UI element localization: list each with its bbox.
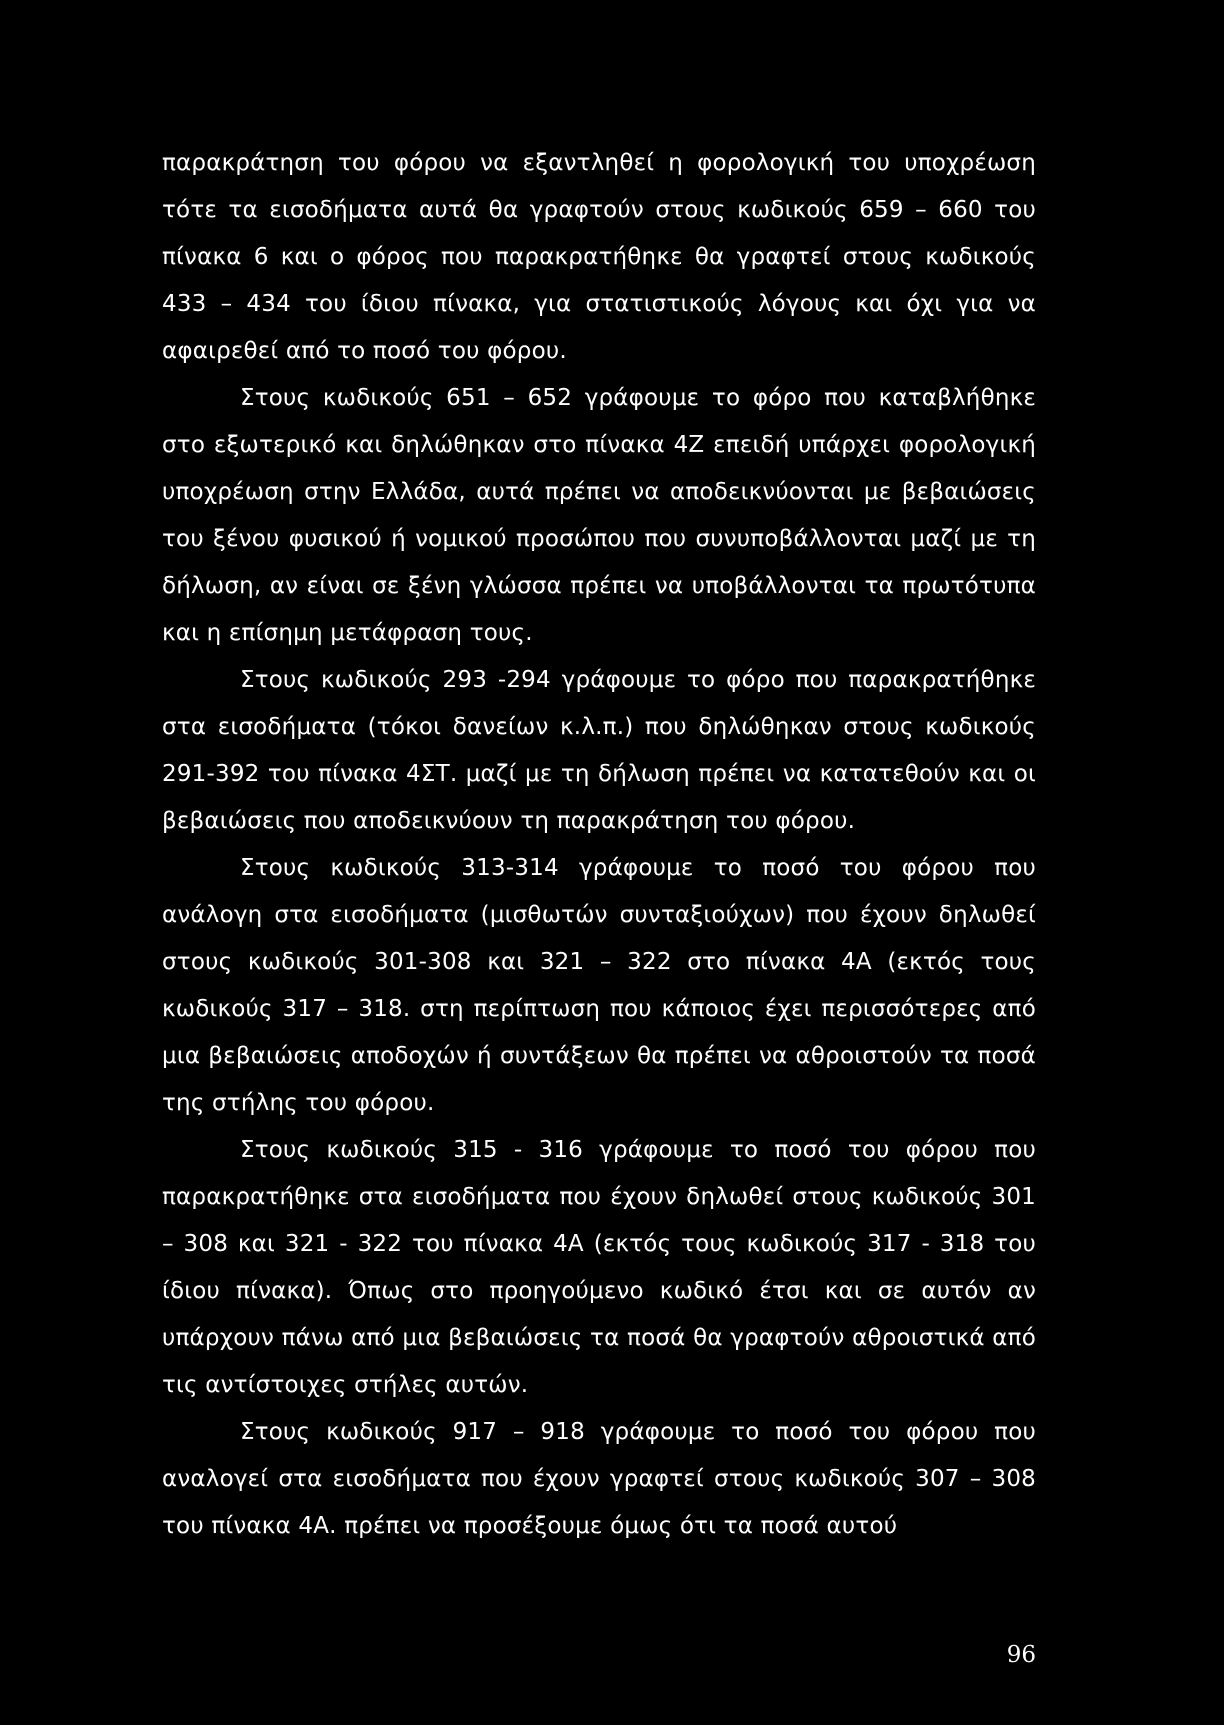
paragraph-codes-651-652: Στους κωδικούς 651 – 652 γράφουμε το φόρο που καταβλήθηκε στο εξωτερικό και δηλώθηκαν στο πίνακα 4Ζ επειδή υπάρχει φορολογική υποχρέωση στην Ελλάδα, αυτά πρέπει να αποδεικνύονται με βεβαιώσεις του ξένου φυσικού ή νομικού προσώπου που συνυποβάλλονται μαζί με τη δήλωση, αν είναι σε ξένη γλώσσα πρέπει να υποβάλλονται τα πρωτότυπα και η επίσημη μετάφραση τους.: [162, 385, 1036, 646]
paragraph-codes-313-314: Στους κωδικούς 313-314 γράφουμε το ποσό του φόρου που ανάλογη στα εισοδήματα (μισθωτών συνταξιούχων) που έχουν δηλωθεί στους κωδικούς 301-308 και 321 – 322 στο πίνακα 4Α (εκτός τους κωδικούς 317 – 318. στη περίπτωση που κάποιος έχει περισσότερες από μια βεβαιώσεις αποδοχών ή συντάξεων θα πρέπει να αθροιστούν τα ποσά της στήλης του φόρου.: [162, 855, 1036, 1116]
paragraph-codes-917-918: Στους κωδικούς 917 – 918 γράφουμε το ποσό του φόρου που αναλογεί στα εισοδήματα που έχουν γραφτεί στους κωδικούς 307 – 308 του πίνακα 4Α. πρέπει να προσέξουμε όμως ότι τα ποσά αυτού: [162, 1419, 1036, 1539]
page-number: 96: [1006, 1642, 1036, 1668]
document-body: [162, 140, 1036, 1550]
paragraph-codes-315-316: Στους κωδικούς 315 - 316 γράφουμε το ποσό του φόρου που παρακρατήθηκε στα εισοδήματα που έχουν δηλωθεί στους κωδικούς 301 – 308 και 321 - 322 του πίνακα 4Α (εκτός τους κωδικούς 317 - 318 του ίδιου πίνακα). Όπως στο προηγούμενο κωδικό έτσι και σε αυτόν αν υπάρχουν πάνω από μια βεβαιώσεις τα ποσά θα γραφτούν αθροιστικά από τις αντίστοιχες στήλες αυτών.: [162, 1137, 1036, 1398]
paragraph-continued: παρακράτηση του φόρου να εξαντληθεί η φορολογική του υποχρέωση τότε τα εισοδήματα αυτά θα γραφτούν στους κωδικούς 659 – 660 του πίνακα 6 και ο φόρος που παρακρατήθηκε θα γραφτεί στους κωδικούς 433 – 434 του ίδιου πίνακα, για στατιστικούς λόγους και όχι για να αφαιρεθεί από το ποσό του φόρου.: [162, 150, 1036, 364]
paragraph-codes-293-294: Στους κωδικούς 293 -294 γράφουμε το φόρο που παρακρατήθηκε στα εισοδήματα (τόκοι δανείων κ.λ.π.) που δηλώθηκαν στους κωδικούς 291-392 του πίνακα 4ΣΤ. μαζί με τη δήλωση πρέπει να κατατεθούν και οι βεβαιώσεις που αποδεικνύουν τη παρακράτηση του φόρου.: [162, 667, 1036, 834]
